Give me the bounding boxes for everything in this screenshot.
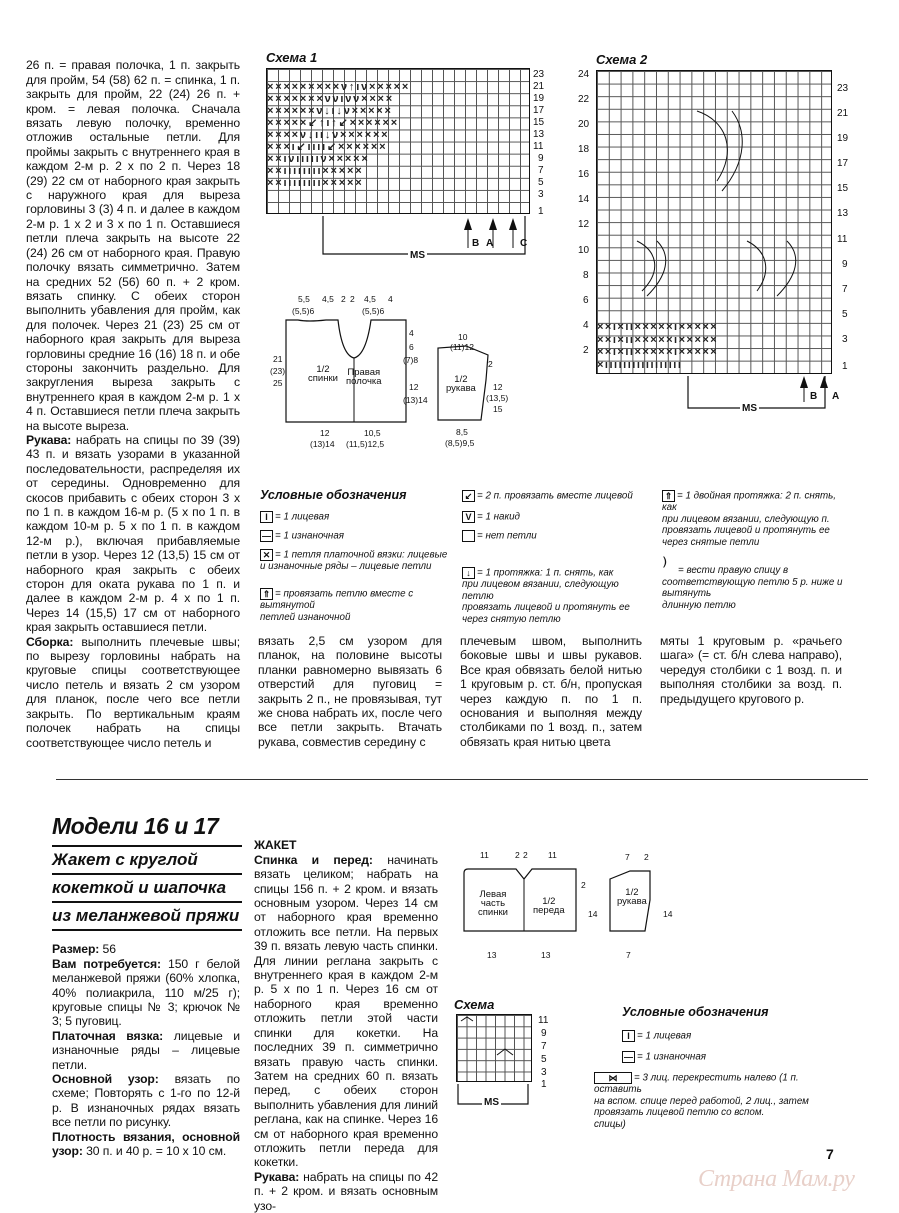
model-heading: Модели 16 и 17: [52, 813, 219, 839]
p1-dim-top-0: 5,5: [298, 294, 310, 304]
s1-row-15: 15: [533, 117, 545, 128]
main-pattern-label: Основной узор:: [52, 1072, 159, 1087]
p1-sleeve-top-1: (11)12: [450, 342, 474, 352]
s1-row-5: 5: [538, 177, 544, 188]
p1-dim-top-3: 2: [350, 294, 355, 304]
s3-row-11: 11: [538, 1015, 549, 1026]
legend2-purl-text: = 1 изнаночная: [637, 1051, 706, 1063]
s1-row-7: 7: [538, 165, 544, 176]
main-pattern-value: вязать по схеме; Повторять с 1-го по 12-й р. В изнаночных рядах вязать все петли по рисунку.: [52, 1072, 240, 1130]
s1-row-21: 21: [533, 81, 545, 92]
subtitle-line-3: из меланжевой пряжи: [52, 901, 242, 931]
schema1-letter-c: C: [520, 238, 528, 249]
p1-bottom-3: (11,5)12,5: [346, 439, 385, 449]
legend1-knit-text: = 1 лицевая: [275, 511, 330, 523]
s2-left-2: 2: [583, 345, 589, 356]
legend2-title: Условные обозначения: [622, 1005, 769, 1019]
page-number: 7: [826, 1146, 834, 1162]
s1-row-17: 17: [533, 105, 545, 116]
subtitle-line-1: Жакет с круглой: [52, 845, 242, 873]
s2-right-21: 21: [837, 108, 849, 119]
garter-label: Платочная вязка:: [52, 1028, 164, 1043]
s2-left-4: 4: [583, 320, 589, 331]
legend1-item-pulled: [260, 588, 450, 623]
s2-left-10: 10: [578, 245, 590, 256]
s2-right-11: 11: [837, 234, 848, 245]
back-front-text: начинать вязать целиком; набрать на спицы 156 п. + 2 кром. и вязать основным узором. Через 14 см от наборного края временно отложить все петли. На первых 39 п. вязать левую часть спинки. Для линии реглана закрыть с внутреннего края в каждом 2-м р. 5 х по 1 п. Через 16 см от наборного края временно отложить петли этой части спинки для кокетки. На последних 39 п. симметрично вязать правую часть спинки. Затем на средних 60 п. вязать перед, с обеих сторон выполнить убавления для линий реглана, как на спинке. Через 16 см от наборного края временно отложить петли переда для кокетки.: [254, 852, 438, 1170]
p2-bottom-0: 13: [487, 950, 497, 960]
s3-row-3: 3: [541, 1067, 547, 1078]
legend1-psso-text: = 1 протяжка: 1 п. снять, как при лицевом вязании, следующую петлю провязать лицевой и протянуть ее через снятую петлю: [462, 567, 630, 625]
p2-top-3: 11: [548, 850, 557, 860]
legend1-item-long-loop: [662, 553, 852, 611]
jacket-sleeves-label: Рукава:: [254, 1169, 300, 1184]
pulled-loop-icon: ⇑: [260, 588, 273, 600]
long-loop-icon: ⁾: [662, 553, 668, 578]
legend1-item-k2tog: [462, 490, 652, 502]
s2-left-14: 14: [578, 194, 590, 205]
p1-dim-top-2: 2: [341, 294, 346, 304]
s2-left-20: 20: [578, 119, 590, 130]
p1-dim-top2-1: (5,5)6: [362, 306, 385, 316]
need-value: 150 г белой меланжевой пряжи (60% хлопка, 40% полиакрила, 110 м/25 г); круговые спицы № 3; крючок № 3; 5 пуговиц.: [52, 956, 240, 1029]
p2-sleeve-top-1: 2: [644, 852, 649, 862]
s3-row-1: 1: [541, 1079, 547, 1090]
legend2-item-knit: [622, 1030, 842, 1042]
p2-left-part-label: Левая часть спинки: [478, 889, 508, 918]
legend1-yo-text: = 1 накид: [477, 511, 520, 523]
knit-icon-2: I: [622, 1030, 635, 1042]
schema3-ms-label: MS: [484, 1097, 499, 1108]
s3-row-9: 9: [541, 1028, 547, 1039]
schema2-grid: [596, 70, 832, 374]
legend1-none-text: = нет петли: [477, 530, 537, 542]
col1-body: 26 п. = правая полочка, 1 п. закрыть для пройм, 54 (58) 62 п. = спинка, 1 п. закрыть для пройм, 22 (24) 26 п. + кром. = левая полочка. Сначала вязать левую полочку, временно отложив остальные петли. Для проймы закрыть с внутреннего края в каждом 2-м р. 2 х по 2 п. Через 18 (29) 22 см от наборного края закрыть с наружного края для выреза горловины 3 (3) 4 п. и далее в каждом 2-м р. 1 х 2 и 3 х по 1 п. Оставшиеся петли плеча закрыть на высоте 22 (24) 26 см от наборного края. Правую полочку вязать симметрично. Затем на средних 52 (56) 60 п. + 2 кром. вязать спинку. С обеих сторон выполнить убавления для пройм, как для полочек. Через 21 (23) 25 см от наборного края закрыть для выреза горловины средние 16 (16) 18 п. и обе стороны закончить раздельно. Для закругления выреза закрыть с внутреннего края в каждом 2-м р. 1 х 4 п. Оставшиеся петли плеча закрыть на высоте выреза.: [26, 58, 240, 433]
legend1-long-loop-text: = вести правую спицу в соответствующую петлю 5 р. ниже и вытянуть длинную петлю: [662, 565, 843, 611]
gauge-label: Плотность вязания, основной узор:: [52, 1129, 240, 1159]
legend1-item-knit: [260, 511, 450, 523]
p1-dim-top-5: 4: [388, 294, 393, 304]
p1-sleeve-right-0: 2: [488, 359, 493, 369]
schema1-cross-area: ×××××××××ν↑ıν××××× ×××××××ννıνν×××× ××××××ν↓ı↓ν××××× ×××××↙↑ı↑↙×××××× ××××ν↓ıı↓ν×××××× ×××ı↙ıııı↙×××××× ××ıνıııııν××××× ××ıııııııı××××× ××ıııııııı×××××: [267, 81, 411, 187]
p2-sleeve-vert: 14: [663, 909, 673, 919]
purl-icon: —: [262, 531, 271, 541]
text-column-2: вязать 2,5 см узором для планок, на половине высоты планки равномерно вывязать 6 отверстий для пуговиц = закрыть 2 п., не провязывая, тут же снова набрать их, после чего все петли закрыть. Втачать рукава, совместив середину с: [258, 634, 442, 749]
p1-sleeve-right-1: 12: [493, 382, 503, 392]
jacket-heading: ЖАКЕТ: [254, 838, 297, 853]
s2-left-12: 12: [578, 219, 590, 230]
legend1-item-double: [662, 490, 852, 548]
legend1-purl-text: = 1 изнаночная: [275, 530, 344, 542]
p1-bottom-0: 12: [320, 428, 330, 438]
p2-top-2: 2: [523, 850, 528, 860]
subtitle-line-2: кокеткой и шапочка: [52, 873, 242, 901]
s2-left-8: 8: [583, 270, 589, 281]
col1-assembly-text: выполнить плечевые швы; по вырезу горловины набрать на круговые спицы соответствующее число петель и вязать 2 см узором для планок, после чего все петли закрыть. По вертикальным краям полочек набрать на спицы соответствующее число петель и: [26, 634, 240, 750]
legend1-garter-text: = 1 петля платочной вязки: лицевые и изнаночные ряды – лицевые петли: [260, 549, 448, 573]
p1-dim-top-4: 4,5: [364, 294, 376, 304]
schema3-grid: [456, 1014, 532, 1082]
col1-sleeves-label: Рукава:: [26, 432, 72, 447]
schema2-ms-label: MS: [742, 403, 757, 414]
s2-right-15: 15: [837, 183, 849, 194]
s2-left-6: 6: [583, 295, 589, 306]
p1-sleeve-top-0: 10: [458, 332, 468, 342]
p1-sleeve-right-3: 15: [493, 404, 503, 414]
s2-right-5: 5: [842, 309, 848, 320]
s1-row-1: 1: [538, 206, 544, 217]
size-value: 56: [99, 942, 116, 957]
s2-right-19: 19: [837, 133, 849, 144]
p2-vert-0: 2: [581, 880, 586, 890]
p1-sleeve-label: 1/2 рукава: [446, 374, 476, 394]
s1-row-9: 9: [538, 153, 544, 164]
schema3-title: Схема: [454, 997, 495, 1012]
s2-right-9: 9: [842, 259, 848, 270]
p1-left-vert-2: 25: [273, 378, 283, 388]
legend2-cable-text: = 3 лиц. перекрестить налево (1 п. оставить на вспом. спице перед работой, 2 лиц., затем провязать лицевой петлю со вспом. спицы): [594, 1072, 809, 1130]
need-label: Вам потребуется:: [52, 956, 162, 971]
schema1-title: Схема 1: [266, 50, 318, 65]
s2-right-23: 23: [837, 83, 849, 94]
text-column-4: мяты 1 круговым р. «рачьего шага» (= ст. б/н слева направо), чередуя столбики с 1 возд. п. и выполняя столбики за возд. п. предыдущего кругового р.: [660, 634, 842, 706]
s2-left-16: 16: [578, 169, 590, 180]
legend2-item-purl: [622, 1051, 842, 1063]
p1-right-vert-1: 6: [409, 342, 414, 352]
cable-cross-icon: ⋈: [594, 1072, 632, 1084]
p2-vert-1: 14: [588, 909, 598, 919]
jacket-text: [254, 824, 438, 1213]
p2-sleeve-top-0: 7: [625, 852, 630, 862]
legend1-double-text: = 1 двойная протяжка: 2 п. снять, как при лицевом вязании, следующую п. провязать лицевой и протянуть ее через снятые петли: [662, 490, 837, 548]
schema2-title: Схема 2: [596, 52, 648, 67]
s2-right-13: 13: [837, 208, 849, 219]
s2-right-7: 7: [842, 284, 848, 295]
p2-top-0: 11: [480, 850, 489, 860]
yarn-over-icon: V: [462, 511, 475, 523]
back-front-label: Спинка и перед:: [254, 852, 373, 867]
s1-row-13: 13: [533, 129, 545, 140]
s3-row-7: 7: [541, 1041, 547, 1052]
p1-right-vert-3: 12: [409, 382, 419, 392]
legend2-item-cable: [594, 1072, 834, 1130]
p1-right-vert-2: (7)8: [403, 355, 419, 365]
watermark-logo: Страна Мам.ру: [698, 1166, 855, 1192]
s2-left-22: 22: [578, 94, 590, 105]
model-materials: [52, 928, 240, 1159]
p1-dim-top2-0: (5,5)6: [292, 306, 315, 316]
schema2-letter-a: A: [832, 391, 840, 402]
schema1-ms-label: MS: [410, 250, 425, 261]
legend1-k2tog-text: = 2 п. провязать вместе лицевой: [477, 490, 633, 502]
jacket-sleeves-text: набрать на спицы по 42 п. + 2 кром. и вязать основным узо-: [254, 1169, 438, 1213]
s1-row-19: 19: [533, 93, 545, 104]
p1-right-vert-0: 4: [409, 328, 414, 338]
p1-back-label: 1/2 спинки: [308, 364, 338, 384]
s1-row-11: 11: [533, 141, 544, 152]
garter-value: лицевые и изнаночные ряды – лицевые петли.: [52, 1028, 240, 1072]
p1-front-label: Правая полочка: [346, 367, 382, 387]
model-subtitle: [52, 845, 242, 931]
s2-left-24: 24: [578, 69, 590, 80]
double-slip-icon: ⇑: [662, 490, 675, 502]
p1-dim-top-1: 4,5: [322, 294, 334, 304]
s2-right-1: 1: [842, 361, 848, 372]
s3-row-5: 5: [541, 1054, 547, 1065]
schema3-cable-marks: [457, 1015, 533, 1083]
s2-right-17: 17: [837, 158, 849, 169]
p2-sleeve-label: 1/2 рукава: [617, 887, 647, 907]
text-column-3: плечевым швом, выполнить боковые швы и швы рукавов. Все края обвязать белой нитью 1 круговым р. ст. б/н, пропуская через каждую п. по 1 п. основания и выполняя между столбиками по 1 возд. п., затем обвязать края нитью цвета: [460, 634, 642, 749]
schema2-long-loops: [597, 71, 833, 375]
text-column-1: [26, 44, 240, 750]
pattern1-shapes: [266, 300, 516, 460]
p1-sleeve-bottom-1: (8,5)9,5: [445, 438, 475, 448]
no-stitch-icon: [462, 530, 475, 542]
legend1-title: Условные обозначения: [260, 488, 407, 502]
knit-icon: I: [260, 511, 273, 523]
p1-left-vert-1: (23): [270, 366, 286, 376]
col1-sleeves-text: набрать на спицы по 39 (39) 43 п. и вязать узорами в указанной последовательности, распределяя их от середины. Одновременно для скосов прибавить с обеих сторон 3 х по 1 п. в каждом 16-м р. (5 х по 1 п. в каждом 10-м р. 5 х по 1 п. в каждом 12-м р.), включая прибавляемые петли в узор. Через 12 (13,5) 15 см от наборного края закрыть с обеих сторон для оката рукава по 1 п. и далее в каждом 2-м р. 4 х по 1 п. Через 14 (15,5) 17 см от наборного края закрыть оставшиеся петли.: [26, 432, 240, 635]
k2tog-icon: ↙: [462, 490, 475, 502]
p1-bottom-1: (13)14: [310, 439, 335, 449]
schema2-letter-b: B: [810, 391, 818, 402]
s2-right-3: 3: [842, 334, 848, 345]
legend1-item-garter: [260, 549, 450, 573]
purl-icon-2: —: [624, 1052, 633, 1062]
legend1-item-psso: [462, 567, 632, 625]
p2-sleeve-bottom: 7: [626, 950, 631, 960]
p2-bottom-1: 13: [541, 950, 551, 960]
p1-bottom-2: 10,5: [364, 428, 381, 438]
p1-right-vert-4: (13)14: [403, 395, 428, 405]
s1-row-3: 3: [538, 189, 544, 200]
p1-sleeve-right-2: (13,5): [486, 393, 509, 403]
schema1-letter-b: B: [472, 238, 480, 249]
schema2-cross-area: ××ı×ıı×××××ı××××× ××ı×ıı×××××ı××××× ××ı×ıı×××××ı××××× ×ııııııııııııııııı: [597, 321, 719, 371]
section-divider: [56, 779, 868, 780]
legend2-knit-text: = 1 лицевая: [637, 1030, 692, 1042]
legend1-item-purl: [260, 530, 450, 542]
p2-front-label: 1/2 переда: [533, 896, 565, 916]
size-label: Размер:: [52, 942, 100, 957]
legend1-item-none: [462, 530, 652, 542]
garter-cross-icon: ✕: [260, 549, 273, 561]
legend1-pulled-text: = провязать петлю вместе с вытянутой петлей изнаночной: [260, 588, 414, 623]
schema1-letter-a: A: [486, 238, 494, 249]
p1-left-vert-0: 21: [273, 354, 283, 364]
gauge-value: 30 п. и 40 р. = 10 х 10 см.: [82, 1144, 227, 1159]
p1-sleeve-bottom-0: 8,5: [456, 427, 468, 437]
slip-pass-icon: ↓: [462, 567, 475, 579]
col1-assembly-label: Сборка:: [26, 634, 74, 649]
p2-top-1: 2: [515, 850, 520, 860]
schema1-grid: [266, 68, 530, 214]
legend1-item-yo: [462, 511, 652, 523]
s2-left-18: 18: [578, 144, 590, 155]
s1-row-23: 23: [533, 69, 545, 80]
